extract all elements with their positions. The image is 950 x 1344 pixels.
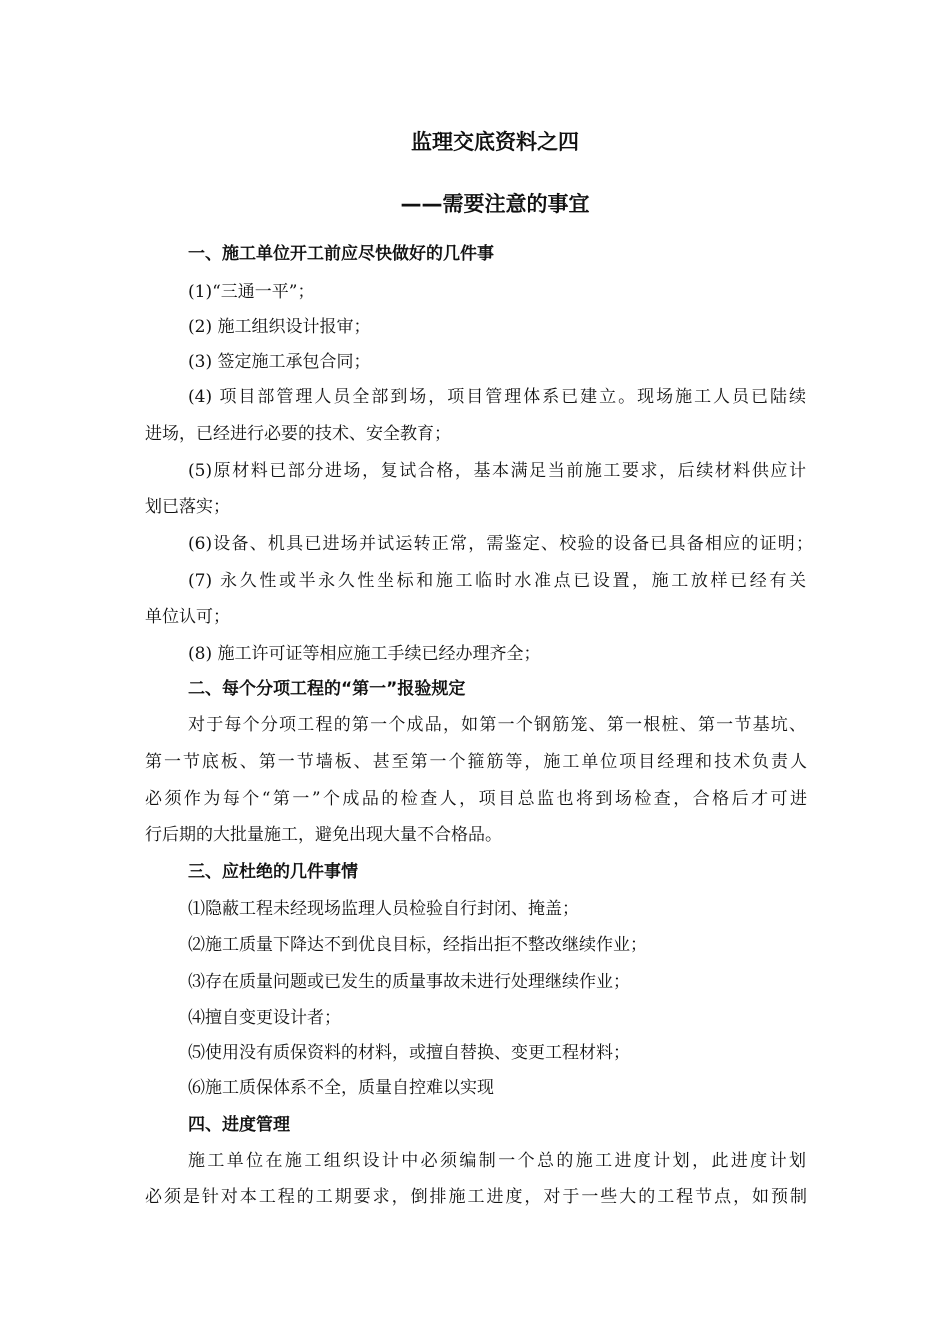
list-item: ⑴隐蔽工程未经现场监理人员检验自行封闭、掩盖； — [188, 899, 579, 919]
document-subtitle: ——需要注意的事宜 — [400, 192, 590, 216]
list-item: (3) 签定施工承包合同； — [188, 352, 371, 372]
paragraph-line: 施工单位在施工组织设计中必须编制一个总的施工进度计划，此进度计划 — [188, 1151, 806, 1171]
list-item-continuation: 单位认可； — [145, 607, 230, 627]
list-item: ⑶存在质量问题或已发生的质量事故未进行处理继续作业； — [188, 972, 630, 992]
list-item: (6)设备、机具已进场并试运转正常，需鉴定、校验的设备已具备相应的证明； — [188, 534, 813, 554]
list-item: ⑵施工质量下降达不到优良目标，经指出拒不整改继续作业； — [188, 935, 647, 955]
section-heading-4: 四、进度管理 — [188, 1115, 290, 1135]
paragraph-line: 第一节底板、第一节墙板、甚至第一个箍筋等，施工单位项目经理和技术负责人 — [145, 752, 807, 772]
list-item-continuation: 划已落实； — [145, 497, 230, 517]
list-item: (1)“三通一平”； — [188, 282, 315, 302]
list-item: ⑷擅自变更设计者； — [188, 1008, 341, 1028]
section-heading-3: 三、应杜绝的几件事情 — [188, 862, 358, 882]
paragraph-line: 对于每个分项工程的第一个成品，如第一个钢筋笼、第一根桩、第一节基坑、 — [188, 715, 806, 735]
paragraph-line: 行后期的大批量施工，避免出现大量不合格品。 — [145, 825, 502, 845]
list-item: (5)原材料已部分进场，复试合格，基本满足当前施工要求，后续材料供应计 — [188, 461, 806, 481]
list-item: (7) 永久性或半永久性坐标和施工临时水准点已设置，施工放样已经有关 — [188, 571, 806, 591]
paragraph-line: 必须是针对本工程的工期要求，倒排施工进度，对于一些大的工程节点，如预制 — [145, 1187, 807, 1207]
list-item: ⑹施工质保体系不全，质量自控难以实现 — [188, 1078, 494, 1098]
list-item-continuation: 进场，已经进行必要的技术、安全教育； — [145, 424, 451, 444]
list-item: ⑸使用没有质保资料的材料，或擅自替换、变更工程材料； — [188, 1043, 630, 1063]
document-title: 监理交底资料之四 — [411, 130, 579, 154]
paragraph-line: 必须作为每个“第一”个成品的检查人，项目总监也将到场检查，合格后才可进 — [145, 789, 807, 809]
list-item: (2) 施工组织设计报审； — [188, 317, 371, 337]
section-heading-1: 一、施工单位开工前应尽快做好的几件事 — [188, 244, 494, 264]
list-item: (4) 项目部管理人员全部到场，项目管理体系已建立。现场施工人员已陆续 — [188, 387, 806, 407]
list-item: (8) 施工许可证等相应施工手续已经办理齐全； — [188, 644, 541, 664]
section-heading-2: 二、每个分项工程的“第一”报验规定 — [188, 679, 466, 699]
